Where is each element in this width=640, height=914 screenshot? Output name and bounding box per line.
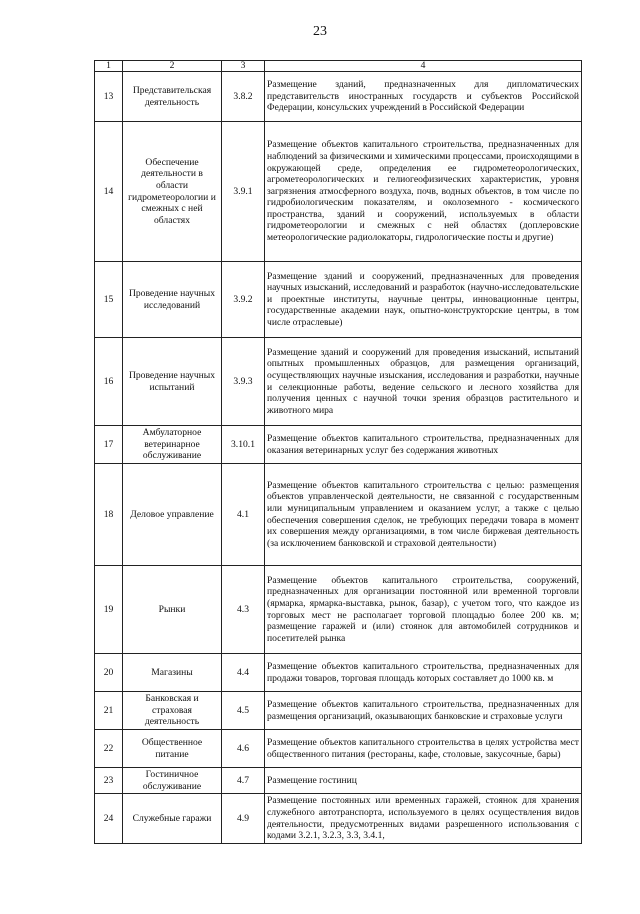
table-row <box>95 464 582 566</box>
row-number: 15 <box>95 262 123 338</box>
row-number: 18 <box>95 464 123 566</box>
activity-name: Общественное питание <box>123 730 222 768</box>
header-cell-2: 2 <box>123 61 222 72</box>
activity-description: Размещение гостиниц <box>265 768 582 794</box>
activity-description: Размещение объектов капитального строительства, предназначенных для наблюдений за физическими и химическими процессами, происходящими в окружающей среде, определения ее гидрометеорологических, агрометеорологических и гелиогеофизических характеристик, уровня загрязнения атмосферного воздуха, почв, водных объектов, в том числе по гидробиологическим показателям, и околоземного - космического пространства, зданий и сооружений, используемых в области гидрометеорологии и смежных с ней областях (доплеровские метеорологические радиолокаторы, гидрологические посты и другие) <box>265 122 582 262</box>
table-row <box>95 794 582 844</box>
activity-code: 4.3 <box>222 566 265 654</box>
activity-name: Служебные гаражи <box>123 794 222 844</box>
activity-code: 4.7 <box>222 768 265 794</box>
activity-description: Размещение объектов капитального строительства, предназначенных для оказания ветеринарных услуг без содержания животных <box>265 426 582 464</box>
table-header-row <box>95 61 582 72</box>
row-number: 20 <box>95 654 123 692</box>
table-row <box>95 692 582 730</box>
row-number: 23 <box>95 768 123 794</box>
activity-description: Размещение объектов капитального строительства, предназначенных для размещения организаций, оказывающих банковские и страховые услуги <box>265 692 582 730</box>
table-row <box>95 566 582 654</box>
activity-code: 4.9 <box>222 794 265 844</box>
activity-description: Размещение объектов капитального строительства с целью: размещения объектов управленческой деятельности, не связанной с государственным или муниципальным управлением и оказанием услуг, а также с целью обеспечения совершения сделок, не требующих передачи товара в момент их совершения между организациями, в том числе биржевая деятельность (за исключением банковской и страховой деятельности) <box>265 464 582 566</box>
activity-code: 3.9.3 <box>222 338 265 426</box>
row-number: 16 <box>95 338 123 426</box>
activity-code: 4.6 <box>222 730 265 768</box>
row-number: 24 <box>95 794 123 844</box>
activity-description: Размещение зданий, предназначенных для дипломатических представительств иностранных государств и субъектов Российской Федерации, консульских учреждений в Российской Федерации <box>265 72 582 122</box>
table-row <box>95 654 582 692</box>
activity-code: 3.9.2 <box>222 262 265 338</box>
activity-code: 4.1 <box>222 464 265 566</box>
activity-description: Размещение зданий и сооружений для проведения изысканий, испытаний опытных промышленных образцов, для размещения организаций, осуществляющих научные изыскания, исследования и разработки, научные и селекционные работы, ведение сельского и лесного хозяйства для получения ценных с научной точки зрения образцов растительного и животного мира <box>265 338 582 426</box>
land-use-table <box>94 60 582 844</box>
table-row <box>95 72 582 122</box>
activity-name: Проведение научных исследований <box>123 262 222 338</box>
activity-name: Представительская деятельность <box>123 72 222 122</box>
activity-code: 3.8.2 <box>222 72 265 122</box>
activity-code: 3.9.1 <box>222 122 265 262</box>
activity-description: Размещение объектов капитального строительства, сооружений, предназначенных для организации постоянной или временной торговли (ярмарка, ярмарка-выставка, рынок, базар), с учетом того, что каждое из торговых мест не располагает торговой площадью более 200 кв. м; размещение гаражей и (или) стоянок для автомобилей сотрудников и посетителей рынка <box>265 566 582 654</box>
row-number: 14 <box>95 122 123 262</box>
activity-description: Размещение объектов капитального строительства, предназначенных для продажи товаров, торговая площадь которых составляет до 1000 кв. м <box>265 654 582 692</box>
row-number: 21 <box>95 692 123 730</box>
activity-description: Размещение зданий и сооружений, предназначенных для проведения научных изысканий, исследований и разработок (научно-исследовательские и проектные институты, научные центры, инновационные центры, государственные академии наук, опытно-конструкторские центры, в том числе отраслевые) <box>265 262 582 338</box>
activity-name: Гостиничное обслуживание <box>123 768 222 794</box>
table-row <box>95 262 582 338</box>
row-number: 17 <box>95 426 123 464</box>
row-number: 19 <box>95 566 123 654</box>
header-cell-1: 1 <box>95 61 123 72</box>
activity-name: Деловое управление <box>123 464 222 566</box>
activity-description: Размещение постоянных или временных гаражей, стоянок для хранения служебного автотранспорта, используемого в целях осуществления видов деятельности, предусмотренных видами разрешенного использования с кодами 3.2.1, 3.2.3, 3.3, 3.4.1, <box>265 794 582 844</box>
activity-name: Обеспечение деятельности в области гидрометеорологии и смежных с ней областях <box>123 122 222 262</box>
table-row <box>95 730 582 768</box>
table-row <box>95 122 582 262</box>
activity-code: 4.4 <box>222 654 265 692</box>
table-row <box>95 426 582 464</box>
table-row <box>95 338 582 426</box>
row-number: 22 <box>95 730 123 768</box>
activity-name: Проведение научных испытаний <box>123 338 222 426</box>
activity-description: Размещение объектов капитального строительства в целях устройства мест общественного питания (рестораны, кафе, столовые, закусочные, бары) <box>265 730 582 768</box>
activity-name: Магазины <box>123 654 222 692</box>
row-number: 13 <box>95 72 123 122</box>
activity-name: Амбулаторное ветеринарное обслуживание <box>123 426 222 464</box>
header-cell-3: 3 <box>222 61 265 72</box>
page-number: 23 <box>313 24 327 39</box>
header-cell-4: 4 <box>265 61 582 72</box>
activity-name: Банковская и страховая деятельность <box>123 692 222 730</box>
activity-name: Рынки <box>123 566 222 654</box>
activity-code: 4.5 <box>222 692 265 730</box>
table-row <box>95 768 582 794</box>
activity-code: 3.10.1 <box>222 426 265 464</box>
